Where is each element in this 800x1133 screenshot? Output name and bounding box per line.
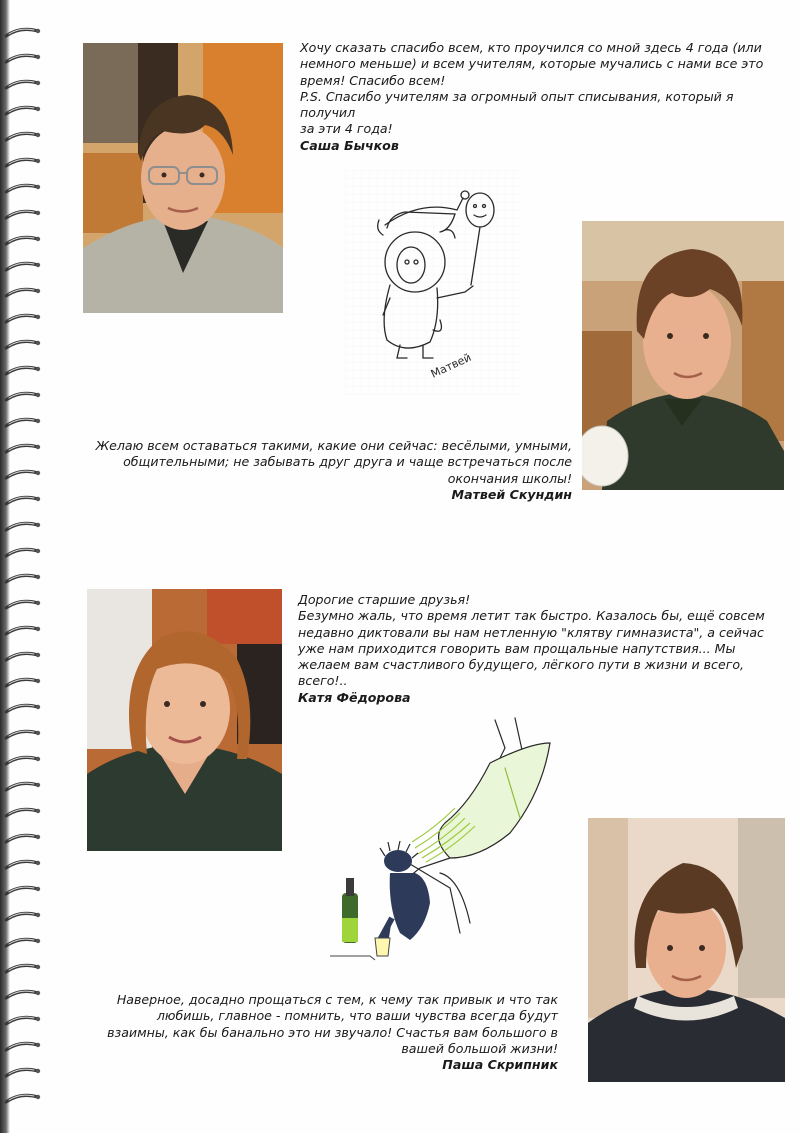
message-line: немного меньше) и всем учителям, которые мучались с нами все это [300, 56, 764, 72]
signature-katya: Катя Фёдорова [298, 689, 411, 705]
spiral-hole [36, 289, 40, 293]
signature-pasha: Паша Скрипник [442, 1057, 558, 1073]
spiral-hole [36, 471, 40, 475]
message-line: вашей большой жизни! [401, 1040, 558, 1056]
signature-sasha: Саша Бычков [300, 137, 399, 153]
spiral-hole [36, 55, 40, 59]
spiral-hole [36, 185, 40, 189]
message-line: Хочу сказать спасибо всем, кто проучился со мной здесь 4 года (или [300, 40, 762, 55]
spiral-hole [36, 653, 40, 657]
message-katya [298, 592, 768, 706]
spiral-hole [36, 731, 40, 735]
pig-with-balloon-drawing [345, 170, 520, 395]
spiral-hole [36, 497, 40, 501]
message-line: Безумно жаль, что время летит так быстро. Казалось бы, ещё совсем [298, 608, 765, 624]
photo-sasha [83, 43, 283, 313]
photo-katya [87, 589, 282, 851]
spiral-hole [36, 133, 40, 137]
spiral-hole [36, 445, 40, 449]
message-line: любишь, главное - помнить, что ваши чувства всегда будут [156, 1008, 558, 1024]
spiral-hole [36, 315, 40, 319]
spiral-hole [36, 939, 40, 943]
message-line: Желаю всем оставаться такими, какие они сейчас: весёлыми, умными, [95, 438, 572, 453]
message-line: Дорогие старшие друзья! [298, 592, 471, 607]
spiral-hole [36, 627, 40, 631]
spiral-hole [36, 1069, 40, 1073]
spiral-binding [0, 0, 44, 1133]
spiral-hole [36, 575, 40, 579]
message-line: окончания школы! [447, 470, 572, 486]
message-line: за эти 4 года! [300, 121, 393, 137]
message-line: общительными; не забывать друг друга и чаще встречаться после [123, 454, 572, 470]
spiral-hole [36, 523, 40, 527]
spiral-hole [36, 107, 40, 111]
photo-matvey [582, 221, 784, 490]
spiral-hole [36, 965, 40, 969]
spiral-hole [36, 211, 40, 215]
message-line: P.S. Спасибо учителям за огромный опыт списывания, который я получил [300, 88, 734, 121]
message-line: желаем вам счастливого будущего, лёгкого пути в жизни и всего, [298, 657, 745, 673]
signature-matvey: Матвей Скундин [451, 486, 572, 502]
spiral-hole [36, 679, 40, 683]
spiral-hole [36, 1017, 40, 1021]
spiral-hole [36, 81, 40, 85]
spiral-hole [36, 835, 40, 839]
spiral-hole [36, 913, 40, 917]
spiral-hole [36, 393, 40, 397]
spiral-hole [36, 237, 40, 241]
spiral-hole [36, 705, 40, 709]
spiral-hole [36, 783, 40, 787]
message-line: уже нам приходится говорить вам прощальные напутствия... Мы [298, 640, 736, 656]
spiral-hole [36, 1043, 40, 1047]
spiral-hole [36, 601, 40, 605]
spiral-hole [36, 367, 40, 371]
spiral-hole [36, 809, 40, 813]
spiral-hole [36, 341, 40, 345]
green-figure-drawing [330, 708, 560, 970]
message-line: Наверное, досадно прощаться с тем, к чему так привык и что так [116, 992, 558, 1007]
photo-pasha [588, 818, 785, 1082]
message-line: взаимны, как бы банально это ни звучало! Счастья вам большого в [107, 1024, 558, 1040]
spiral-hole [36, 991, 40, 995]
drawing-signature: Матвей [428, 350, 474, 381]
spiral-hole [36, 1095, 40, 1099]
spiral-hole [36, 419, 40, 423]
spiral-hole [36, 549, 40, 553]
spiral-hole [36, 757, 40, 761]
message-matvey [60, 438, 572, 503]
message-line: недавно диктовали вы нам нетленную "клятву гимназиста", а сейчас [298, 624, 764, 640]
message-sasha [300, 40, 778, 154]
spiral-hole [36, 887, 40, 891]
spiral-hole [36, 861, 40, 865]
spiral-hole [36, 29, 40, 33]
message-pasha [80, 992, 558, 1073]
spiral-hole [36, 159, 40, 163]
message-line: время! Спасибо всем! [300, 72, 446, 88]
message-line: всего!.. [298, 673, 348, 689]
spiral-hole [36, 263, 40, 267]
